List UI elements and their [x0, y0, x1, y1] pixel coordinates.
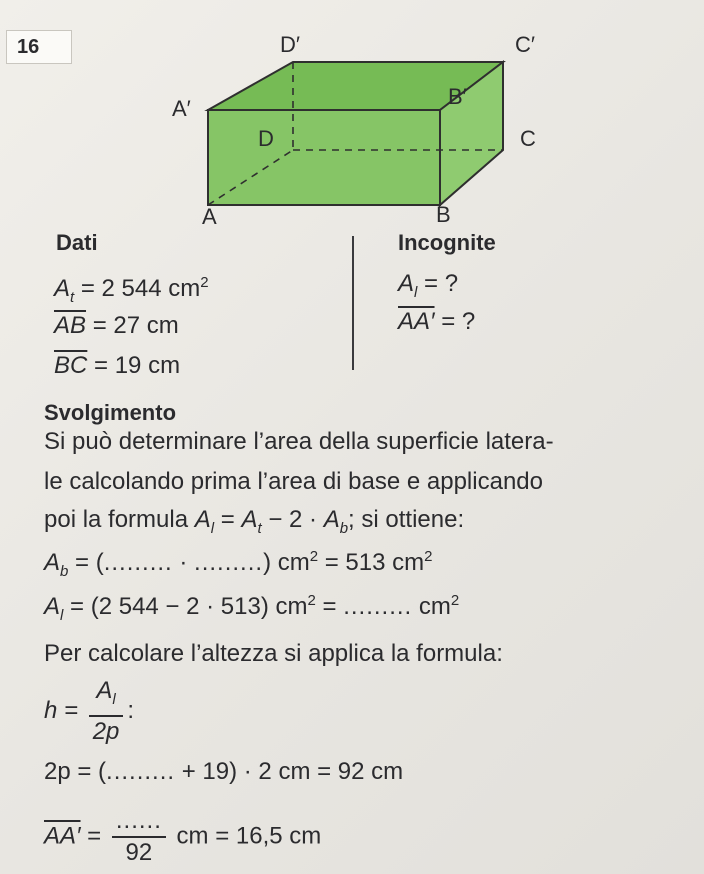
paragraph-line-2: le calcolando prima l’area di base e applicando: [44, 468, 543, 495]
blank-field: .........: [194, 549, 264, 576]
equation-base-area: $A_b$ = (......... · .........) $cm^2 = 513$ $cm^2$: [44, 548, 433, 580]
vertex-label-c: C: [520, 126, 536, 151]
paragraph-height-formula: Per calcolare l’altezza si applica la formula:: [44, 640, 503, 667]
vertex-label-a-prime: A′: [172, 96, 191, 121]
parallelepiped-figure: [0, 0, 704, 230]
svolgimento-heading: Svolgimento: [44, 400, 177, 425]
vertex-label-b: B: [436, 202, 451, 227]
front-face: [208, 110, 440, 205]
blank-field: .........: [103, 549, 173, 576]
vertex-label-a: A: [202, 204, 217, 229]
incognite-heading: Incognite: [398, 230, 496, 255]
formula-height: h = $\frac{A_l}{2p}$ :: [44, 677, 135, 745]
dati-heading: Dati: [56, 230, 98, 255]
dati-segment-ab: $\overline{AB} = 27$ cm: [54, 312, 179, 339]
paragraph-line-3: poi la formula $A_l = A_t - 2 \cdot A_b$; si ottiene:: [44, 506, 465, 537]
blank-field: .........: [106, 758, 176, 785]
exercise-number: 16: [6, 30, 72, 64]
dati-total-area: $A_t = 2$ 544 $cm^2$: [54, 274, 209, 306]
incognita-height: AA′ = ?: [398, 308, 476, 335]
incognita-lateral-area: $A_l$ = ?: [398, 270, 459, 301]
fraction: $\frac{......}{92}$: [112, 806, 166, 868]
vertex-label-b-prime: B′: [448, 84, 467, 109]
equation-lateral-area: $A_l = (2$ 544 − 2 · 513) $cm^2$ = ......... $cm^2$: [44, 592, 460, 624]
paragraph-line-1: Si può determinare l’area della superficie latera-: [44, 428, 554, 455]
vertex-label-d-prime: D′: [280, 32, 301, 57]
equation-perimeter: 2p = (......... + 19) · 2 cm = 92 cm: [44, 758, 404, 785]
blank-field: .........: [343, 593, 413, 620]
fraction: $\frac{A_l}{2p}$: [89, 676, 124, 747]
table-divider: [352, 236, 354, 370]
dati-segment-bc: $\overline{BC} = 19$ cm: [54, 352, 181, 379]
vertex-label-d: D: [258, 126, 274, 151]
vertex-label-c-prime: C′: [515, 32, 536, 57]
equation-height-result: AA′ = $\frac{......}{92}$ cm = 16,5 cm: [44, 807, 322, 866]
